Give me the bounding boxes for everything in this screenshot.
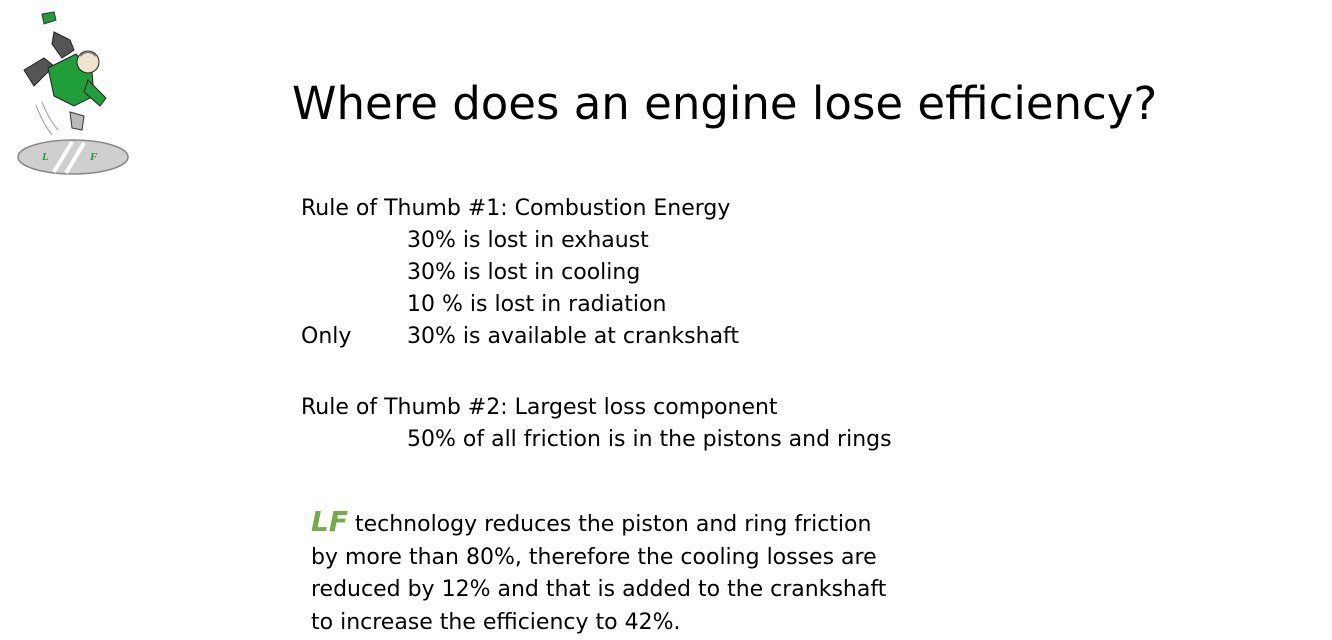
- logo-letter-f: F: [90, 151, 98, 163]
- lf-logo: [14, 10, 134, 180]
- rule2-item-friction: 50% of all friction is in the pistons and rings: [407, 427, 892, 452]
- rule1-heading: Rule of Thumb #1: Combustion Energy: [301, 196, 731, 221]
- falling-man-logo-icon: [14, 10, 134, 180]
- summary-text: technology reduces the piston and ring friction by more than 80%, therefore the cooling losses are reduced by 12% and that is added to the crankshaft to increase the efficiency to 42%.: [311, 512, 887, 635]
- rule1-final-item: 30% is available at crankshaft: [407, 324, 740, 349]
- page-title: Where does an engine lose efficiency?: [292, 77, 1158, 130]
- rule1-final-lead: Only: [301, 324, 352, 349]
- rule1-item-exhaust: 30% is lost in exhaust: [407, 228, 649, 253]
- logo-letter-l: L: [42, 151, 49, 163]
- rule1-item-cooling: 30% is lost in cooling: [407, 260, 641, 285]
- summary-paragraph: [311, 506, 891, 639]
- brand-name: LF: [311, 505, 348, 538]
- rule1-item-radiation: 10 % is lost in radiation: [407, 292, 667, 317]
- rule2-heading: Rule of Thumb #2: Largest loss component: [301, 395, 778, 420]
